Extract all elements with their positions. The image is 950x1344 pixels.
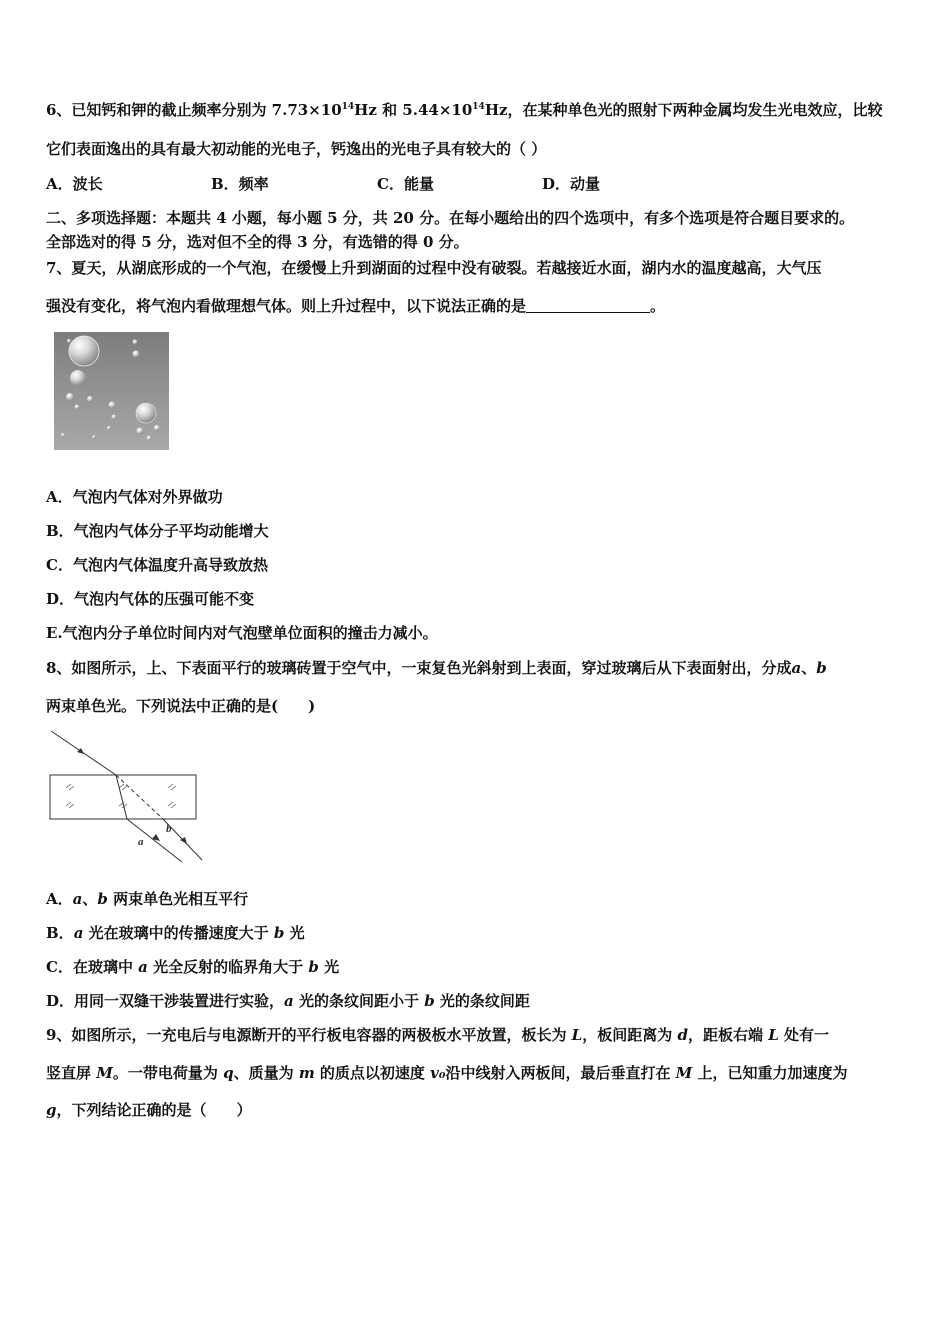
bubble: [136, 403, 156, 423]
refracted-ray-b: [116, 775, 163, 819]
q6-option-a: A．波长: [46, 175, 103, 193]
q7-line-2-text: 强没有变化，将气泡内看做理想气体。则上升过程中，以下说法正确的是: [46, 297, 527, 315]
section2-header-line-1: 二、多项选择题：本题共 4 小题，每小题 5 分，共 20 分。在每小题给出的四个选项中，有多个选项是符合题目要求的。: [46, 209, 855, 227]
q9-var-m: m: [298, 1064, 315, 1082]
q8-option-d-var-a: a: [284, 992, 294, 1010]
bubble: [137, 428, 144, 435]
q8-line-1: [46, 658, 827, 678]
q8-option-c-suffix: 光: [318, 958, 340, 976]
q9-var-d: d: [677, 1026, 688, 1044]
bubbles-figure: [54, 332, 169, 450]
q8-option-d-suffix: 光的条纹间距: [434, 992, 530, 1010]
q9-l1-text: 处有一: [778, 1026, 829, 1044]
q8-option-b-var-a: a: [73, 924, 84, 942]
q7-option-a: A．气泡内气体对外界做功: [46, 488, 223, 506]
q8-option-a-text: 两束单色光相互平行: [107, 890, 249, 908]
bubble: [109, 402, 116, 409]
q8-separator: 、: [801, 659, 817, 677]
q8-option-a-var-b: b: [97, 890, 108, 908]
q8-option-b-text: 光在玻璃中的传播速度大于: [83, 924, 274, 942]
q8-option-b-suffix: 光: [284, 924, 305, 942]
glass-brick-figure: [46, 728, 206, 868]
label-a: a: [138, 836, 144, 848]
q7-line-2: [46, 296, 665, 316]
q6-option-d: D．动量: [542, 175, 601, 193]
q6-text-c: Hz，在某种单色光的照射下两种金属均发生光电效应，比较: [484, 101, 883, 119]
bubble: [147, 436, 152, 441]
q9-var-v0: v₀: [430, 1064, 446, 1082]
bubble: [112, 415, 117, 420]
q9-line-2: [46, 1063, 848, 1083]
q8-var-a: a: [791, 659, 802, 677]
q9-l2-text: 、质量为: [233, 1064, 299, 1082]
q9-line-3: [46, 1100, 252, 1120]
bubble: [107, 426, 111, 430]
q9-l2-text: 。一带电荷量为: [112, 1064, 224, 1082]
q6-text-a: 6、已知钙和钾的截止频率分别为 7.73×10: [46, 101, 342, 119]
q6-line-1: [46, 100, 883, 120]
q9-var-M: M: [96, 1064, 113, 1082]
emergent-ray-a: [127, 819, 182, 862]
bubble: [133, 351, 140, 358]
q9-l1-text: 9、如图所示，一充电后与电源断开的平行板电容器的两极板水平放置，板长为: [46, 1026, 572, 1044]
q9-l2-text: 上，已知重力加速度为: [692, 1064, 848, 1082]
q8-option-b-prefix: B．: [46, 924, 74, 942]
bubble: [70, 370, 86, 386]
q6-line-2: 它们表面逸出的具有最大初动能的光电子，钙逸出的光电子具有较大的（ ）: [46, 140, 547, 158]
q6-exponent-2: 14: [472, 102, 485, 112]
q9-var-L: L: [571, 1026, 583, 1044]
q8-option-d-text: 光的条纹间距小于: [293, 992, 425, 1010]
q9-var-g: g: [46, 1101, 57, 1119]
bubble: [75, 405, 80, 410]
q8-option-b-var-b: b: [273, 924, 285, 942]
q8-option-c-var-b: b: [308, 958, 319, 976]
q7-option-e: E.气泡内分子单位时间内对气泡壁单位面积的撞击力减小。: [46, 624, 438, 642]
q9-l2-text: 竖直屏: [46, 1064, 97, 1082]
q9-l2-text: 沿中线射入两板间，最后垂直打在: [445, 1064, 676, 1082]
q8-line-2: 两束单色光。下列说法中正确的是( ): [46, 697, 316, 715]
q8-option-c-var-a: a: [138, 958, 148, 976]
q8-option-a-prefix: A．: [46, 890, 73, 908]
q6-text-b: Hz 和 5.44×10: [354, 101, 473, 119]
bubble: [154, 425, 160, 431]
q8-option-b: [46, 923, 305, 943]
bubble: [133, 340, 138, 345]
q8-option-d-var-b: b: [424, 992, 435, 1010]
q9-var-M: M: [675, 1064, 693, 1082]
q6-exponent-1: 14: [341, 102, 355, 112]
q8-option-d: [46, 991, 530, 1011]
q6-option-c: C．能量: [377, 175, 434, 193]
q7-answer-blank: [526, 298, 650, 313]
bubble: [67, 339, 71, 343]
q8-option-c-text: 光全反射的临界角大于: [147, 958, 309, 976]
q8-var-b: b: [816, 659, 827, 677]
label-b: b: [166, 823, 172, 835]
q7-option-d: D．气泡内气体的压强可能不变: [46, 590, 255, 608]
bubble: [87, 396, 93, 402]
q7-option-c: C．气泡内气体温度升高导致放热: [46, 556, 268, 574]
q7-line-2-end: 。: [650, 297, 666, 315]
q8-line-1-text: 8、如图所示，上、下表面平行的玻璃砖置于空气中，一束复色光斜射到上表面，穿过玻璃后从下表面射出，分成: [46, 659, 792, 677]
bubble: [66, 393, 74, 401]
q9-l3-text: ，下列结论正确的是（ ）: [56, 1101, 252, 1119]
q6-option-b: B．频率: [211, 175, 269, 193]
section2-header-line-2: 全部选对的得 5 分，选对但不全的得 3 分，有选错的得 0 分。: [46, 233, 469, 251]
q8-option-a-var-a: a: [72, 890, 83, 908]
q8-option-c-prefix: C．在玻璃中: [46, 958, 139, 976]
q9-l1-text: ，板间距离为: [582, 1026, 678, 1044]
q9-l2-text: 的质点以初速度: [314, 1064, 431, 1082]
refracted-ray-a: [116, 775, 127, 819]
q6-options: [46, 173, 906, 193]
q9-l1-text: ，距板右端: [687, 1026, 769, 1044]
q7-line-1: 7、夏天，从湖底形成的一个气泡，在缓慢上升到湖面的过程中没有破裂。若越接近水面，湖内水的温度越高，大气压: [46, 259, 822, 277]
bubble: [92, 435, 96, 439]
q8-option-d-prefix: D．用同一双缝干涉装置进行实验，: [46, 992, 285, 1010]
q8-option-c: [46, 957, 339, 977]
q9-var-L: L: [768, 1026, 779, 1044]
bubble: [61, 433, 65, 437]
q9-line-1: [46, 1025, 829, 1045]
q9-var-q: q: [223, 1064, 234, 1082]
q7-option-b: B．气泡内气体分子平均动能增大: [46, 522, 269, 540]
q8-option-a-sep: 、: [82, 890, 98, 908]
q8-option-a: [46, 889, 248, 909]
bubble: [69, 336, 99, 366]
